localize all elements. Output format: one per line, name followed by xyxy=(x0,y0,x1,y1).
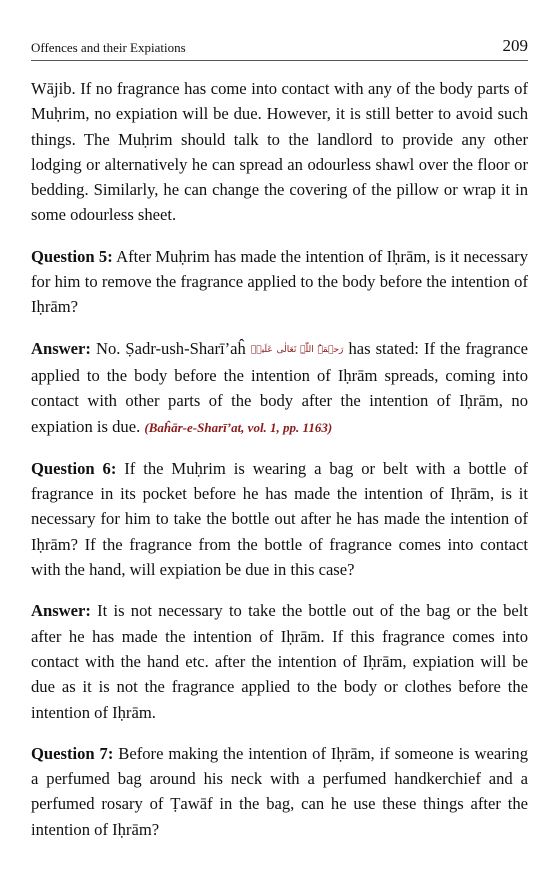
page-number: 209 xyxy=(502,36,528,55)
question-text: After Muḥrim has made the intention of Iḥrām, is it necessary for him to remove the fragrance applied to the body before the intention of Iḥrām? xyxy=(31,246,529,317)
answer-label: Answer: xyxy=(31,338,91,358)
citation: (Baĥār-e-Sharī’at, vol. 1, pp. 1163) xyxy=(144,419,333,435)
page-body xyxy=(31,76,528,858)
answer-label: Answer: xyxy=(31,601,91,621)
question-label: Question 7: xyxy=(31,743,114,763)
running-title: Offences and their Expiations xyxy=(31,40,186,55)
question-7 xyxy=(31,741,528,842)
question-text: If the Muḥrim is wearing a bag or belt with a bottle of fragrance in its pocket before he has made the intention of Iḥrām, is it necessary for him to take the bottle out after he has made the intention of Iḥrām? If the fragrance from the bottle of fragrance comes into contact with the hand, will expiation be due in this case? xyxy=(31,458,528,580)
answer-text: It is not necessary to take the bottle out of the bag or the belt after he has made the intention of Iḥrām. If this fragrance comes into contact with the hand etc. after the intention of Iḥrām, expiation will be due as it is not the fragrance applied to the body or clothes before the intention of Iḥrām. xyxy=(31,601,529,722)
question-label: Question 5: xyxy=(31,246,113,266)
answer-intro: No. Ṣadr-ush-Sharī’aĥ xyxy=(95,338,246,358)
answer-6 xyxy=(31,598,528,724)
page-header xyxy=(31,36,528,61)
question-5 xyxy=(31,244,528,320)
continuation-paragraph xyxy=(31,76,528,228)
question-6 xyxy=(31,456,528,582)
question-text: Before making the intention of Iḥrām, if someone is wearing a perfumed bag around his neck with a perfumed handkerchief and a perfumed rosary of Ṭawāf in the bag, can he use these things after the intention of Iḥrām? xyxy=(31,743,528,839)
paragraph-text: Wājib. If no fragrance has come into contact with any of the body parts of Muḥrim, no expiation will be due. However, it is still better to avoid such things. The Muḥrim should talk to the landlord to provide any other lodging or alternatively he can spread an odourless shawl over the floor or bedding. Similarly, he can change the covering of the pillow or wrap it in some odourless sheet. xyxy=(31,79,528,225)
question-label: Question 6: xyxy=(31,458,117,478)
honorific-script: رَحۡمَۃُ اللّٰہِ تَعَالٰی عَلَیۡہ xyxy=(250,344,344,355)
answer-5 xyxy=(31,336,528,440)
answer-text: has stated: If the fragrance applied to the body before the intention of Iḥrām spreads, coming into contact with other parts of the body after the intention of Iḥrām, no expiation is due. xyxy=(31,338,528,436)
